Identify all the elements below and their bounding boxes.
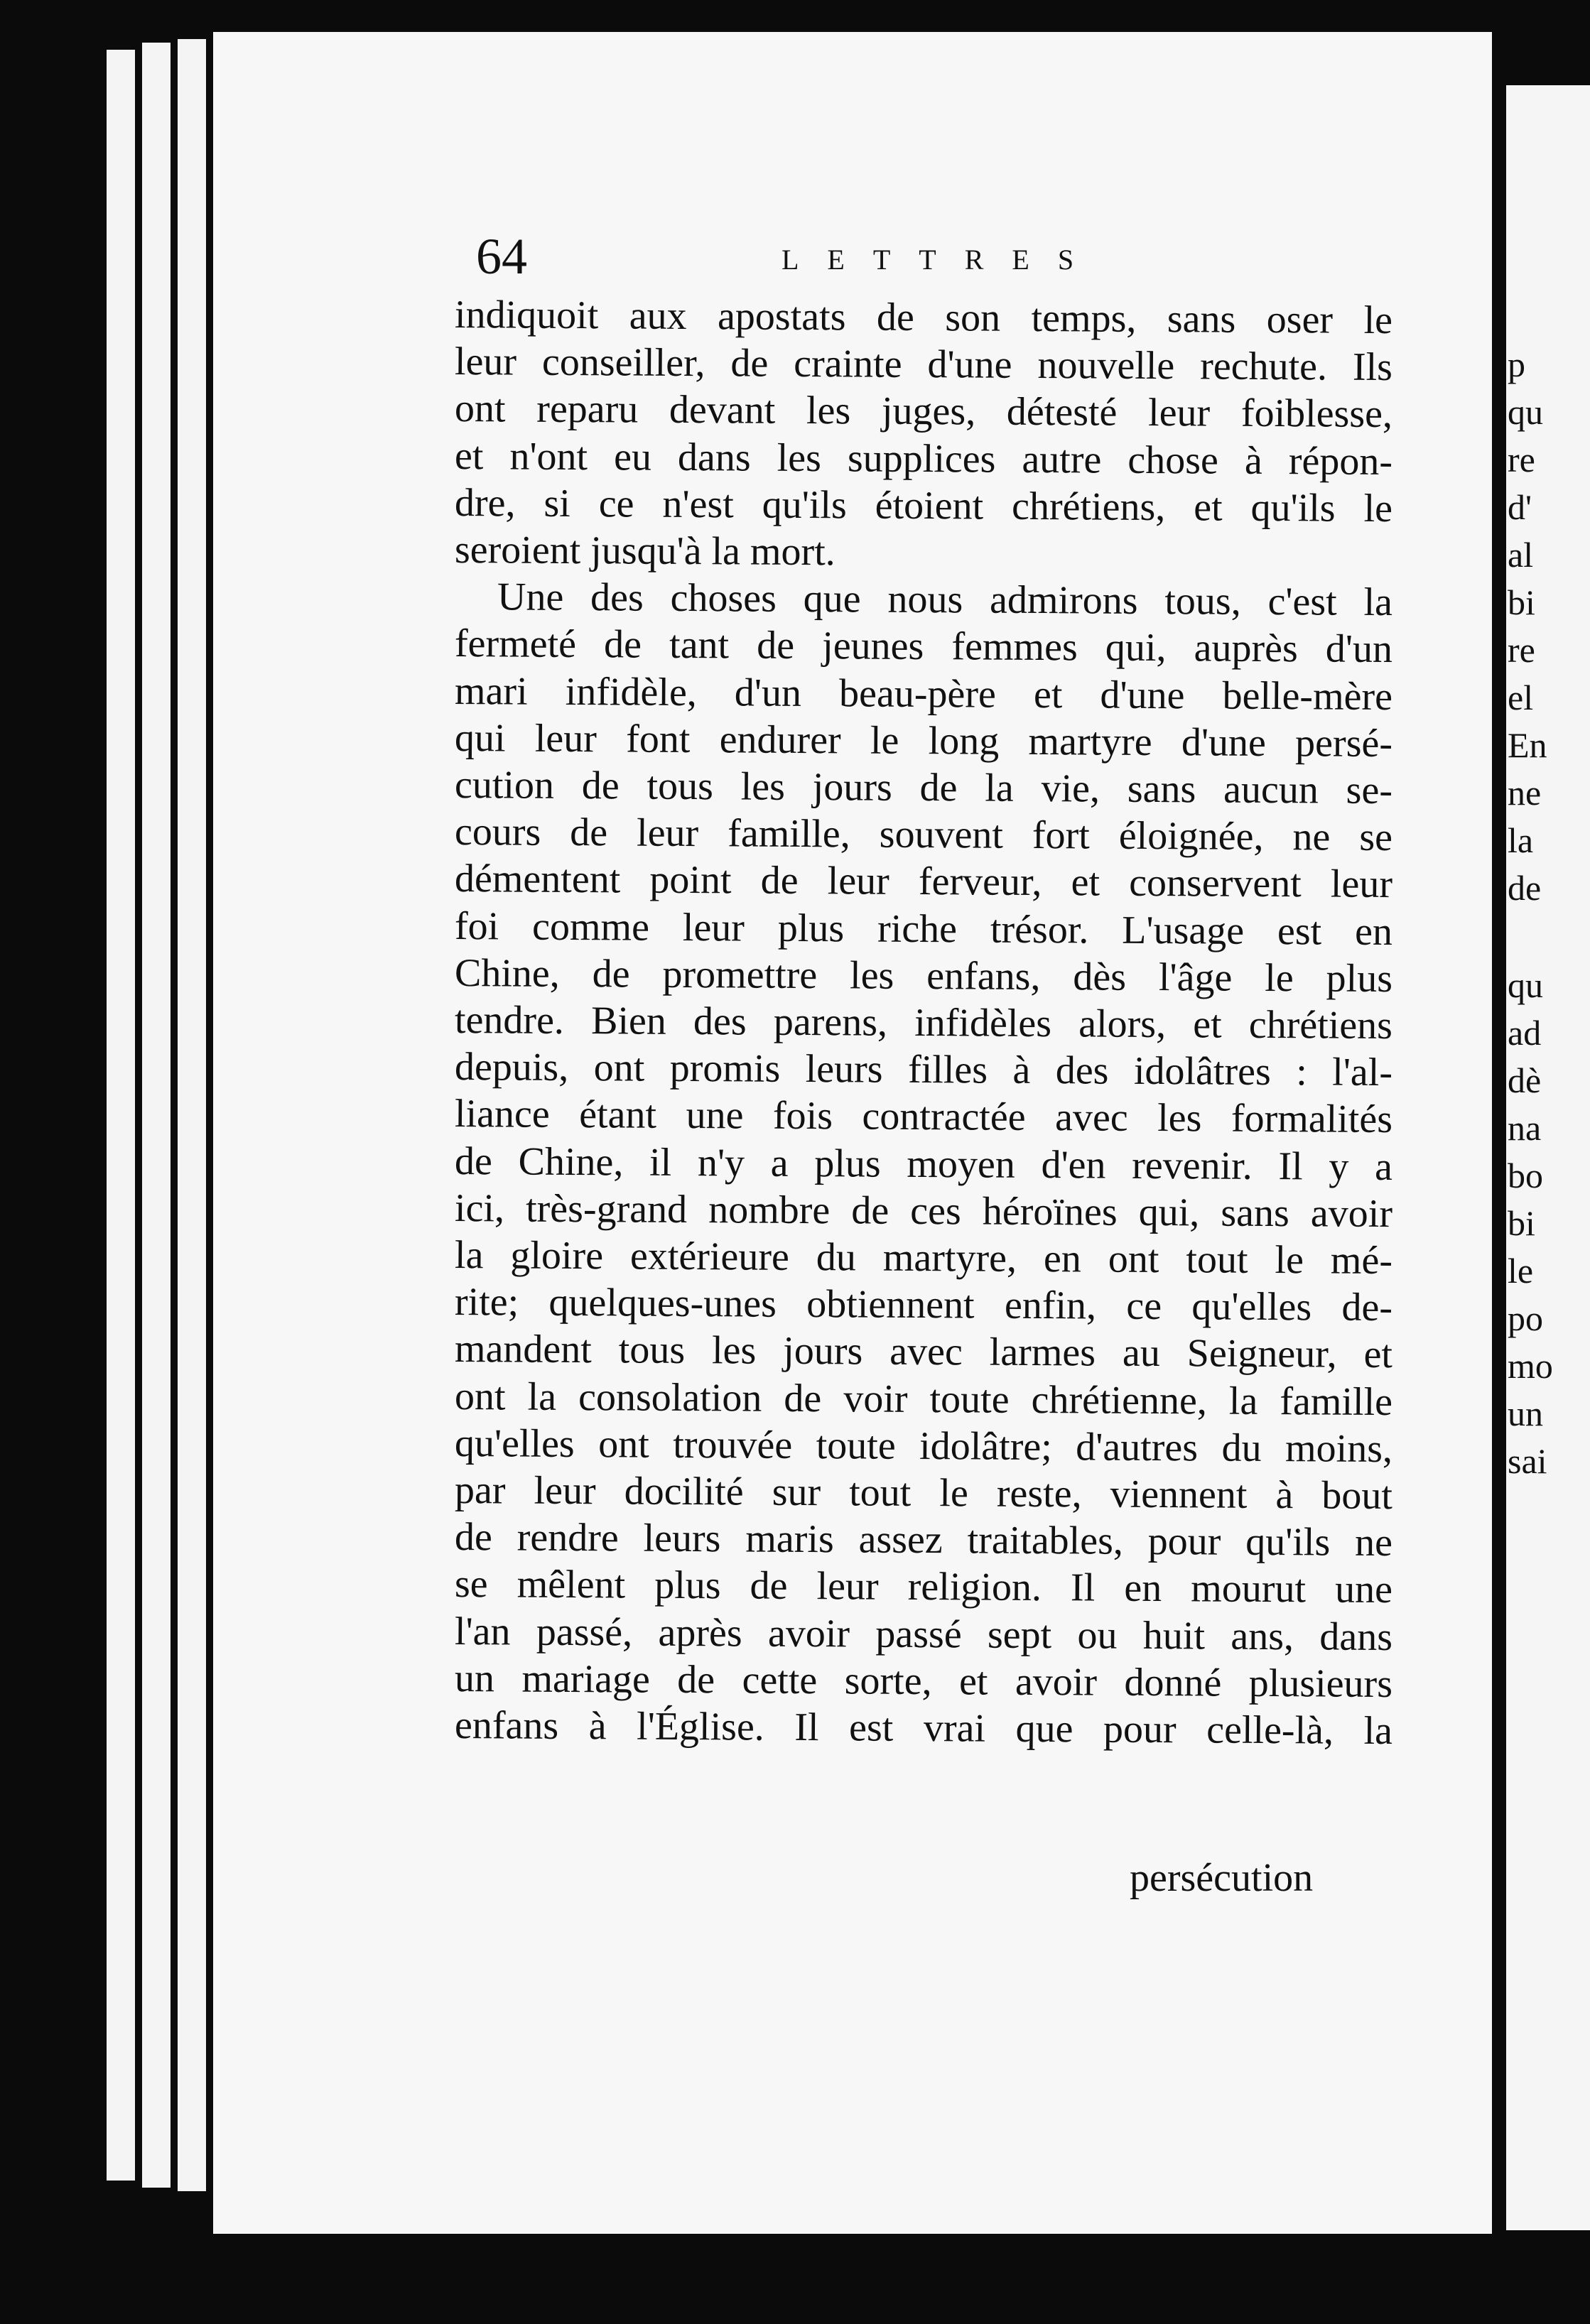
text-line: tendre. Bien des parens, infidèles alors, et chrétiens <box>454 998 1393 1048</box>
text-line: qui leur font endurer le long martyre d'une persé- <box>454 715 1393 766</box>
text-line: fermeté de tant de jeunes femmes qui, auprès d'un <box>454 621 1393 672</box>
text-line: leur conseiller, de crainte d'une nouvelle rechute. Ils <box>454 340 1393 390</box>
text-line: se mêlent plus de leur religion. Il en mourut une <box>454 1562 1393 1612</box>
facing-page-fragment: de <box>1508 868 1542 908</box>
text-line: et n'ont eu dans les supplices autre chose à répon- <box>454 433 1393 484</box>
facing-page-fragment: la <box>1508 820 1534 860</box>
facing-page-fragment: un <box>1508 1394 1543 1433</box>
text-line: mandent tous les jours avec larmes au Seigneur, et <box>454 1327 1393 1377</box>
text-line: l'an passé, après avoir passé sept ou huit ans, dans <box>454 1609 1393 1659</box>
facing-page-fragment: al <box>1508 535 1534 575</box>
facing-page-fragment: ne <box>1508 773 1542 813</box>
text-line: Chine, de promettre les enfans, dès l'âge le plus <box>454 950 1393 1001</box>
facing-page-fragment: ad <box>1508 1013 1542 1053</box>
facing-page-fragment: p <box>1508 344 1525 384</box>
text-line: enfans à l'Église. Il est vrai que pour celle-là, la <box>454 1703 1393 1754</box>
body-text <box>454 291 1393 1754</box>
facing-page-fragment: mo <box>1508 1346 1553 1386</box>
text-line: cours de leur famille, souvent fort éloignée, ne se <box>454 810 1393 860</box>
facing-page-fragment: le <box>1508 1251 1534 1291</box>
facing-page <box>1506 85 1590 2230</box>
facing-page-fragment: na <box>1508 1108 1542 1148</box>
text-line: ont reparu devant les juges, détesté leur foiblesse, <box>454 386 1393 437</box>
page-edge <box>107 50 135 2181</box>
text-line: dre, si ce n'est qu'ils étoient chrétiens, et qu'ils le <box>454 480 1393 531</box>
page-edge <box>142 43 171 2188</box>
text-line: par leur docilité sur tout le reste, viennent à bout <box>454 1468 1393 1519</box>
facing-page-fragment: En <box>1508 725 1547 765</box>
text-line: foi comme leur plus riche trésor. L'usage est en <box>454 903 1393 954</box>
facing-page-fragment: bi <box>1508 1203 1535 1243</box>
page-edge-gap <box>171 43 178 2188</box>
text-line: démentent point de leur ferveur, et conservent leur <box>454 857 1393 907</box>
facing-page-fragment: re <box>1508 440 1535 479</box>
text-line: Une des choses que nous admirons tous, c'est la <box>497 575 1393 625</box>
text-line: indiquoit aux apostats de son temps, sans oser le <box>454 293 1393 343</box>
text-line: qu'elles ont trouvée toute idolâtre; d'autres du moins, <box>454 1421 1393 1471</box>
facing-page-fragment: qu <box>1508 392 1543 432</box>
text-line: liance étant une fois contractée avec les formalités <box>454 1092 1393 1142</box>
facing-page-fragment: dè <box>1508 1060 1542 1100</box>
page-edge-gap <box>135 50 142 2181</box>
facing-page-fragment: d' <box>1508 487 1532 527</box>
text-line: un mariage de cette sorte, et avoir donné plusieurs <box>454 1656 1393 1706</box>
facing-page-fragment: po <box>1508 1298 1543 1338</box>
facing-page-fragment: el <box>1508 678 1534 717</box>
facing-page-fragment: bi <box>1508 582 1535 622</box>
page-header <box>476 227 1400 291</box>
facing-page-fragment: sai <box>1508 1441 1547 1481</box>
running-title: LETTRES <box>782 244 1103 276</box>
text-line: de rendre leurs maris assez traitables, pour qu'ils ne <box>454 1515 1393 1565</box>
text-line: seroient jusqu'à la mort. <box>454 528 835 575</box>
text-line: depuis, ont promis leurs filles à des idolâtres : l'al- <box>454 1045 1393 1095</box>
text-line: cution de tous les jours de la vie, sans aucun se- <box>454 763 1393 813</box>
page-number: 64 <box>476 228 527 285</box>
text-line: ici, très-grand nombre de ces héroïnes qui, sans avoir <box>454 1185 1393 1236</box>
facing-page-fragment: re <box>1508 630 1535 670</box>
catchword: persécution <box>1130 1856 1314 1900</box>
text-line: rite; quelques-unes obtiennent enfin, ce qu'elles de- <box>454 1280 1393 1330</box>
text-line: ont la consolation de voir toute chrétienne, la famille <box>454 1374 1393 1424</box>
text-line: la gloire extérieure du martyre, en ont tout le mé- <box>454 1233 1393 1283</box>
facing-page-fragment: qu <box>1508 965 1543 1005</box>
page-edge <box>178 39 206 2191</box>
paragraph-gap <box>1506 912 1590 962</box>
facing-page-margin <box>1506 85 1590 341</box>
text-line: mari infidèle, d'un beau-père et d'une belle-mère <box>454 668 1393 719</box>
text-line: de Chine, il n'y a plus moyen d'en revenir. Il y a <box>454 1139 1393 1189</box>
facing-page-fragment: bo <box>1508 1156 1543 1195</box>
